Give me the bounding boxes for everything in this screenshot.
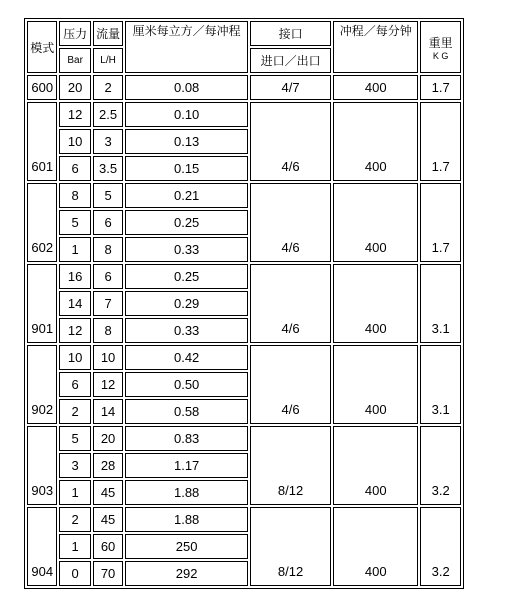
flow-cell: 3.5 <box>93 156 123 181</box>
flow-cell: 12 <box>93 372 123 397</box>
table-row <box>27 264 461 289</box>
flow-cell: 7 <box>93 291 123 316</box>
header-ml-per-stroke: 厘米每立方／每冲程 <box>125 21 248 73</box>
flow-cell: 45 <box>93 507 123 532</box>
model-cell <box>27 426 57 505</box>
header-connection: 接口 <box>250 21 331 46</box>
connection-cell <box>250 102 331 181</box>
flow-cell: 2.5 <box>93 102 123 127</box>
pressure-cell: 10 <box>59 345 90 370</box>
ml-per-stroke-cell: 0.08 <box>125 75 248 100</box>
model-cell <box>27 102 57 181</box>
flow-cell: 3 <box>93 129 123 154</box>
strokes-cell-text: 400 <box>364 321 387 336</box>
strokes-cell <box>333 102 418 181</box>
ml-per-stroke-cell: 0.50 <box>125 372 248 397</box>
ml-per-stroke-cell: 1.88 <box>125 480 248 505</box>
header-pressure-unit: Bar <box>59 48 90 73</box>
table-header <box>27 21 461 73</box>
ml-per-stroke-cell: 0.25 <box>125 264 248 289</box>
table-row <box>27 183 461 208</box>
weight-cell-text: 1.7 <box>431 240 450 255</box>
strokes-cell <box>333 264 418 343</box>
connection-cell <box>250 264 331 343</box>
strokes-cell-text: 400 <box>364 240 387 255</box>
weight-cell <box>420 345 461 424</box>
pressure-cell: 0 <box>59 561 90 586</box>
model-cell <box>27 183 57 262</box>
flow-cell: 6 <box>93 210 123 235</box>
connection-cell-text: 8/12 <box>277 483 304 498</box>
table-row <box>27 102 461 127</box>
pressure-cell: 14 <box>59 291 90 316</box>
weight-cell-text: 3.2 <box>431 483 450 498</box>
ml-per-stroke-cell: 1.88 <box>125 507 248 532</box>
strokes-cell <box>333 345 418 424</box>
strokes-cell <box>333 426 418 505</box>
ml-per-stroke-cell: 0.25 <box>125 210 248 235</box>
model-cell-text: 902 <box>31 402 54 417</box>
header-weight-unit: K G <box>432 50 449 61</box>
ml-per-stroke-cell: 0.29 <box>125 291 248 316</box>
strokes-cell-text: 400 <box>364 402 387 417</box>
strokes-cell-text: 400 <box>364 483 387 498</box>
weight-cell <box>420 264 461 343</box>
flow-cell: 45 <box>93 480 123 505</box>
flow-cell: 60 <box>93 534 123 559</box>
flow-cell: 20 <box>93 426 123 451</box>
connection-cell-text: 4/6 <box>281 321 300 336</box>
model-cell: 600 <box>27 75 57 100</box>
table-body <box>27 75 461 586</box>
connection-cell-text: 4/6 <box>281 402 300 417</box>
pressure-cell: 2 <box>59 507 90 532</box>
header-weight <box>420 21 461 73</box>
strokes-cell-text: 400 <box>364 564 387 579</box>
ml-per-stroke-cell: 250 <box>125 534 248 559</box>
weight-cell <box>420 102 461 181</box>
model-cell <box>27 345 57 424</box>
pressure-cell: 6 <box>59 156 90 181</box>
pressure-cell: 6 <box>59 372 90 397</box>
weight-cell: 1.7 <box>420 75 461 100</box>
pressure-cell: 2 <box>59 399 90 424</box>
strokes-cell <box>333 183 418 262</box>
table-row <box>27 345 461 370</box>
header-flow: 流量 <box>93 21 123 46</box>
header-strokes: 冲程／每分钟 <box>333 21 418 73</box>
flow-cell: 8 <box>93 318 123 343</box>
pressure-cell: 20 <box>59 75 90 100</box>
connection-cell-text: 4/6 <box>281 159 300 174</box>
header-pressure: 压力 <box>59 21 90 46</box>
connection-cell-text: 8/12 <box>277 564 304 579</box>
pressure-cell: 5 <box>59 426 90 451</box>
model-cell-text: 904 <box>31 564 54 579</box>
connection-cell: 4/7 <box>250 75 331 100</box>
connection-cell-text: 4/6 <box>281 240 300 255</box>
ml-per-stroke-cell: 0.21 <box>125 183 248 208</box>
weight-cell <box>420 183 461 262</box>
header-connection-sub: 进口／出口 <box>250 48 331 73</box>
header-flow-unit: L/H <box>93 48 123 73</box>
ml-per-stroke-cell: 0.33 <box>125 237 248 262</box>
pressure-cell: 10 <box>59 129 90 154</box>
strokes-cell <box>333 507 418 586</box>
flow-cell: 70 <box>93 561 123 586</box>
pressure-cell: 1 <box>59 237 90 262</box>
ml-per-stroke-cell: 0.13 <box>125 129 248 154</box>
connection-cell <box>250 345 331 424</box>
pressure-cell: 1 <box>59 534 90 559</box>
flow-cell: 2 <box>93 75 123 100</box>
ml-per-stroke-cell: 0.83 <box>125 426 248 451</box>
connection-cell <box>250 507 331 586</box>
model-cell <box>27 507 57 586</box>
header-weight-label: 重里 <box>428 35 453 50</box>
strokes-cell-text: 400 <box>364 159 387 174</box>
flow-cell: 10 <box>93 345 123 370</box>
header-row <box>27 21 461 46</box>
ml-per-stroke-cell: 0.33 <box>125 318 248 343</box>
connection-cell <box>250 426 331 505</box>
model-cell-text: 903 <box>31 483 54 498</box>
table-row <box>27 426 461 451</box>
ml-per-stroke-cell: 0.58 <box>125 399 248 424</box>
table-row <box>27 507 461 532</box>
ml-per-stroke-cell: 0.42 <box>125 345 248 370</box>
flow-cell: 14 <box>93 399 123 424</box>
connection-cell <box>250 183 331 262</box>
weight-cell <box>420 426 461 505</box>
ml-per-stroke-cell: 1.17 <box>125 453 248 478</box>
ml-per-stroke-cell: 0.10 <box>125 102 248 127</box>
flow-cell: 8 <box>93 237 123 262</box>
flow-cell: 28 <box>93 453 123 478</box>
pressure-cell: 1 <box>59 480 90 505</box>
pressure-cell: 16 <box>59 264 90 289</box>
flow-cell: 6 <box>93 264 123 289</box>
pressure-cell: 5 <box>59 210 90 235</box>
strokes-cell: 400 <box>333 75 418 100</box>
pressure-cell: 3 <box>59 453 90 478</box>
model-cell-text: 601 <box>31 159 54 174</box>
weight-cell-text: 3.1 <box>431 321 450 336</box>
weight-cell-text: 1.7 <box>431 159 450 174</box>
ml-per-stroke-cell: 292 <box>125 561 248 586</box>
weight-cell-text: 3.1 <box>431 402 450 417</box>
pressure-cell: 12 <box>59 102 90 127</box>
weight-cell <box>420 507 461 586</box>
ml-per-stroke-cell: 0.15 <box>125 156 248 181</box>
table-row <box>27 75 461 100</box>
weight-cell-text: 3.2 <box>431 564 450 579</box>
flow-cell: 5 <box>93 183 123 208</box>
pressure-cell: 8 <box>59 183 90 208</box>
model-cell-text: 602 <box>31 240 54 255</box>
model-cell-text: 901 <box>31 321 54 336</box>
pump-spec-table <box>24 18 464 589</box>
pressure-cell: 12 <box>59 318 90 343</box>
header-model: 模式 <box>27 21 57 73</box>
model-cell <box>27 264 57 343</box>
